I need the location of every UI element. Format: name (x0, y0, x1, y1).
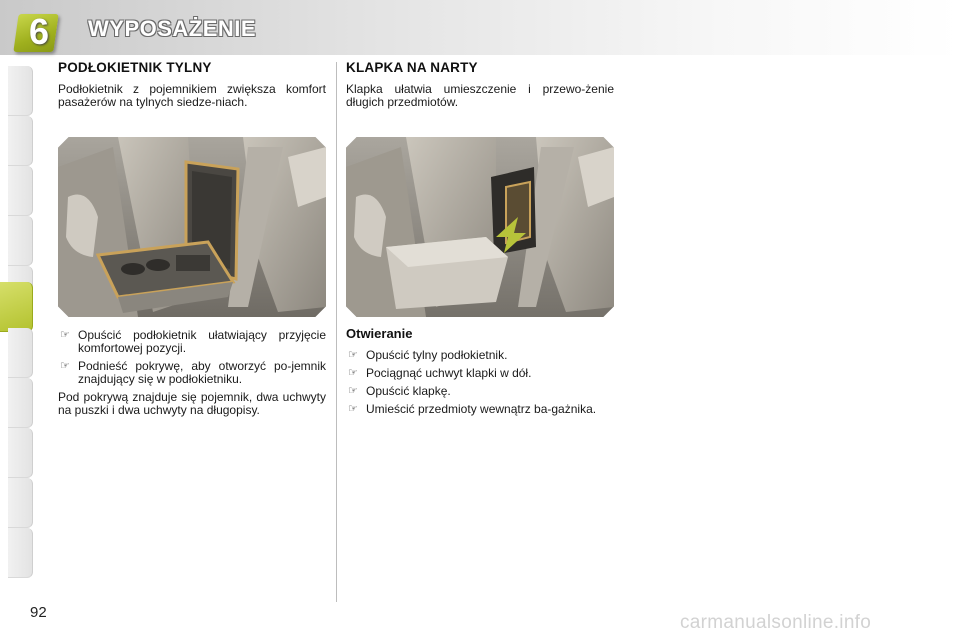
list-item (346, 367, 614, 380)
watermark: carmanualsonline.info (680, 612, 872, 633)
ski-flap-photo (346, 137, 614, 317)
armrest-photo (58, 137, 326, 317)
list-item (58, 329, 326, 355)
chapter-tab-8[interactable] (8, 378, 33, 428)
chapter-number: 6 (28, 11, 50, 52)
chapter-tab-7[interactable] (8, 328, 33, 378)
ski-flap-intro: Klapka ułatwia umieszczenie i przewo-żenie długich przedmiotów. (346, 82, 614, 109)
page-title: WYPOSAŻENIE (88, 16, 257, 41)
armrest-illustration (58, 137, 326, 317)
list-item (58, 360, 326, 386)
pointing-hand-icon: ☞ (60, 329, 70, 341)
bullet-text: Podnieść pokrywę, aby otworzyć po-jemnik znajdujący się w podłokietniku. (78, 359, 326, 386)
chapter-tab-1[interactable] (8, 66, 33, 116)
chapter-tab-4[interactable] (8, 216, 33, 266)
ski-flap-instructions (346, 326, 614, 421)
ski-flap-heading: KLAPKA NA NARTY (346, 60, 478, 75)
bullet-text: Pociągnąć uchwyt klapki w dół. (366, 366, 532, 380)
list-item (346, 403, 614, 416)
armrest-heading: PODŁOKIETNIK TYLNY (58, 60, 212, 75)
bullet-text: Opuścić podłokietnik ułatwiający przyjęcie komfortowej pozycji. (78, 328, 326, 355)
column-divider (336, 62, 337, 602)
pointing-hand-icon: ☞ (348, 367, 358, 379)
list-item (346, 349, 614, 362)
chapter-tab-6-active[interactable] (0, 282, 33, 332)
pointing-hand-icon: ☞ (348, 403, 358, 415)
armrest-outro: Pod pokrywą znajduje się pojemnik, dwa uchwyty na puszki i dwa uchwyty na długopisy. (58, 390, 326, 417)
pointing-hand-icon: ☞ (348, 349, 358, 361)
armrest-bullet-list (58, 329, 326, 386)
ski-flap-illustration (346, 137, 614, 317)
chapter-tab-9[interactable] (8, 428, 33, 478)
chapter-tabs (0, 66, 34, 578)
list-item (346, 385, 614, 398)
armrest-intro: Podłokietnik z pojemnikiem zwiększa komfort pasażerów na tylnych siedze-niach. (58, 82, 326, 109)
armrest-section (58, 60, 326, 109)
chapter-tab-3[interactable] (8, 166, 33, 216)
bullet-text: Opuścić klapkę. (366, 384, 451, 398)
chapter-tab-2[interactable] (8, 116, 33, 166)
pointing-hand-icon: ☞ (60, 360, 70, 372)
bullet-text: Opuścić tylny podłokietnik. (366, 348, 508, 362)
ski-flap-section (346, 60, 614, 109)
page-number: 92 (30, 604, 47, 621)
chapter-tab-11[interactable] (8, 528, 33, 578)
opening-subheading: Otwieranie (346, 326, 413, 341)
pointing-hand-icon: ☞ (348, 385, 358, 397)
chapter-tab-10[interactable] (8, 478, 33, 528)
bullet-text: Umieścić przedmioty wewnątrz ba-gażnika. (366, 402, 597, 416)
armrest-instructions (58, 329, 326, 417)
ski-flap-bullet-list (346, 349, 614, 416)
